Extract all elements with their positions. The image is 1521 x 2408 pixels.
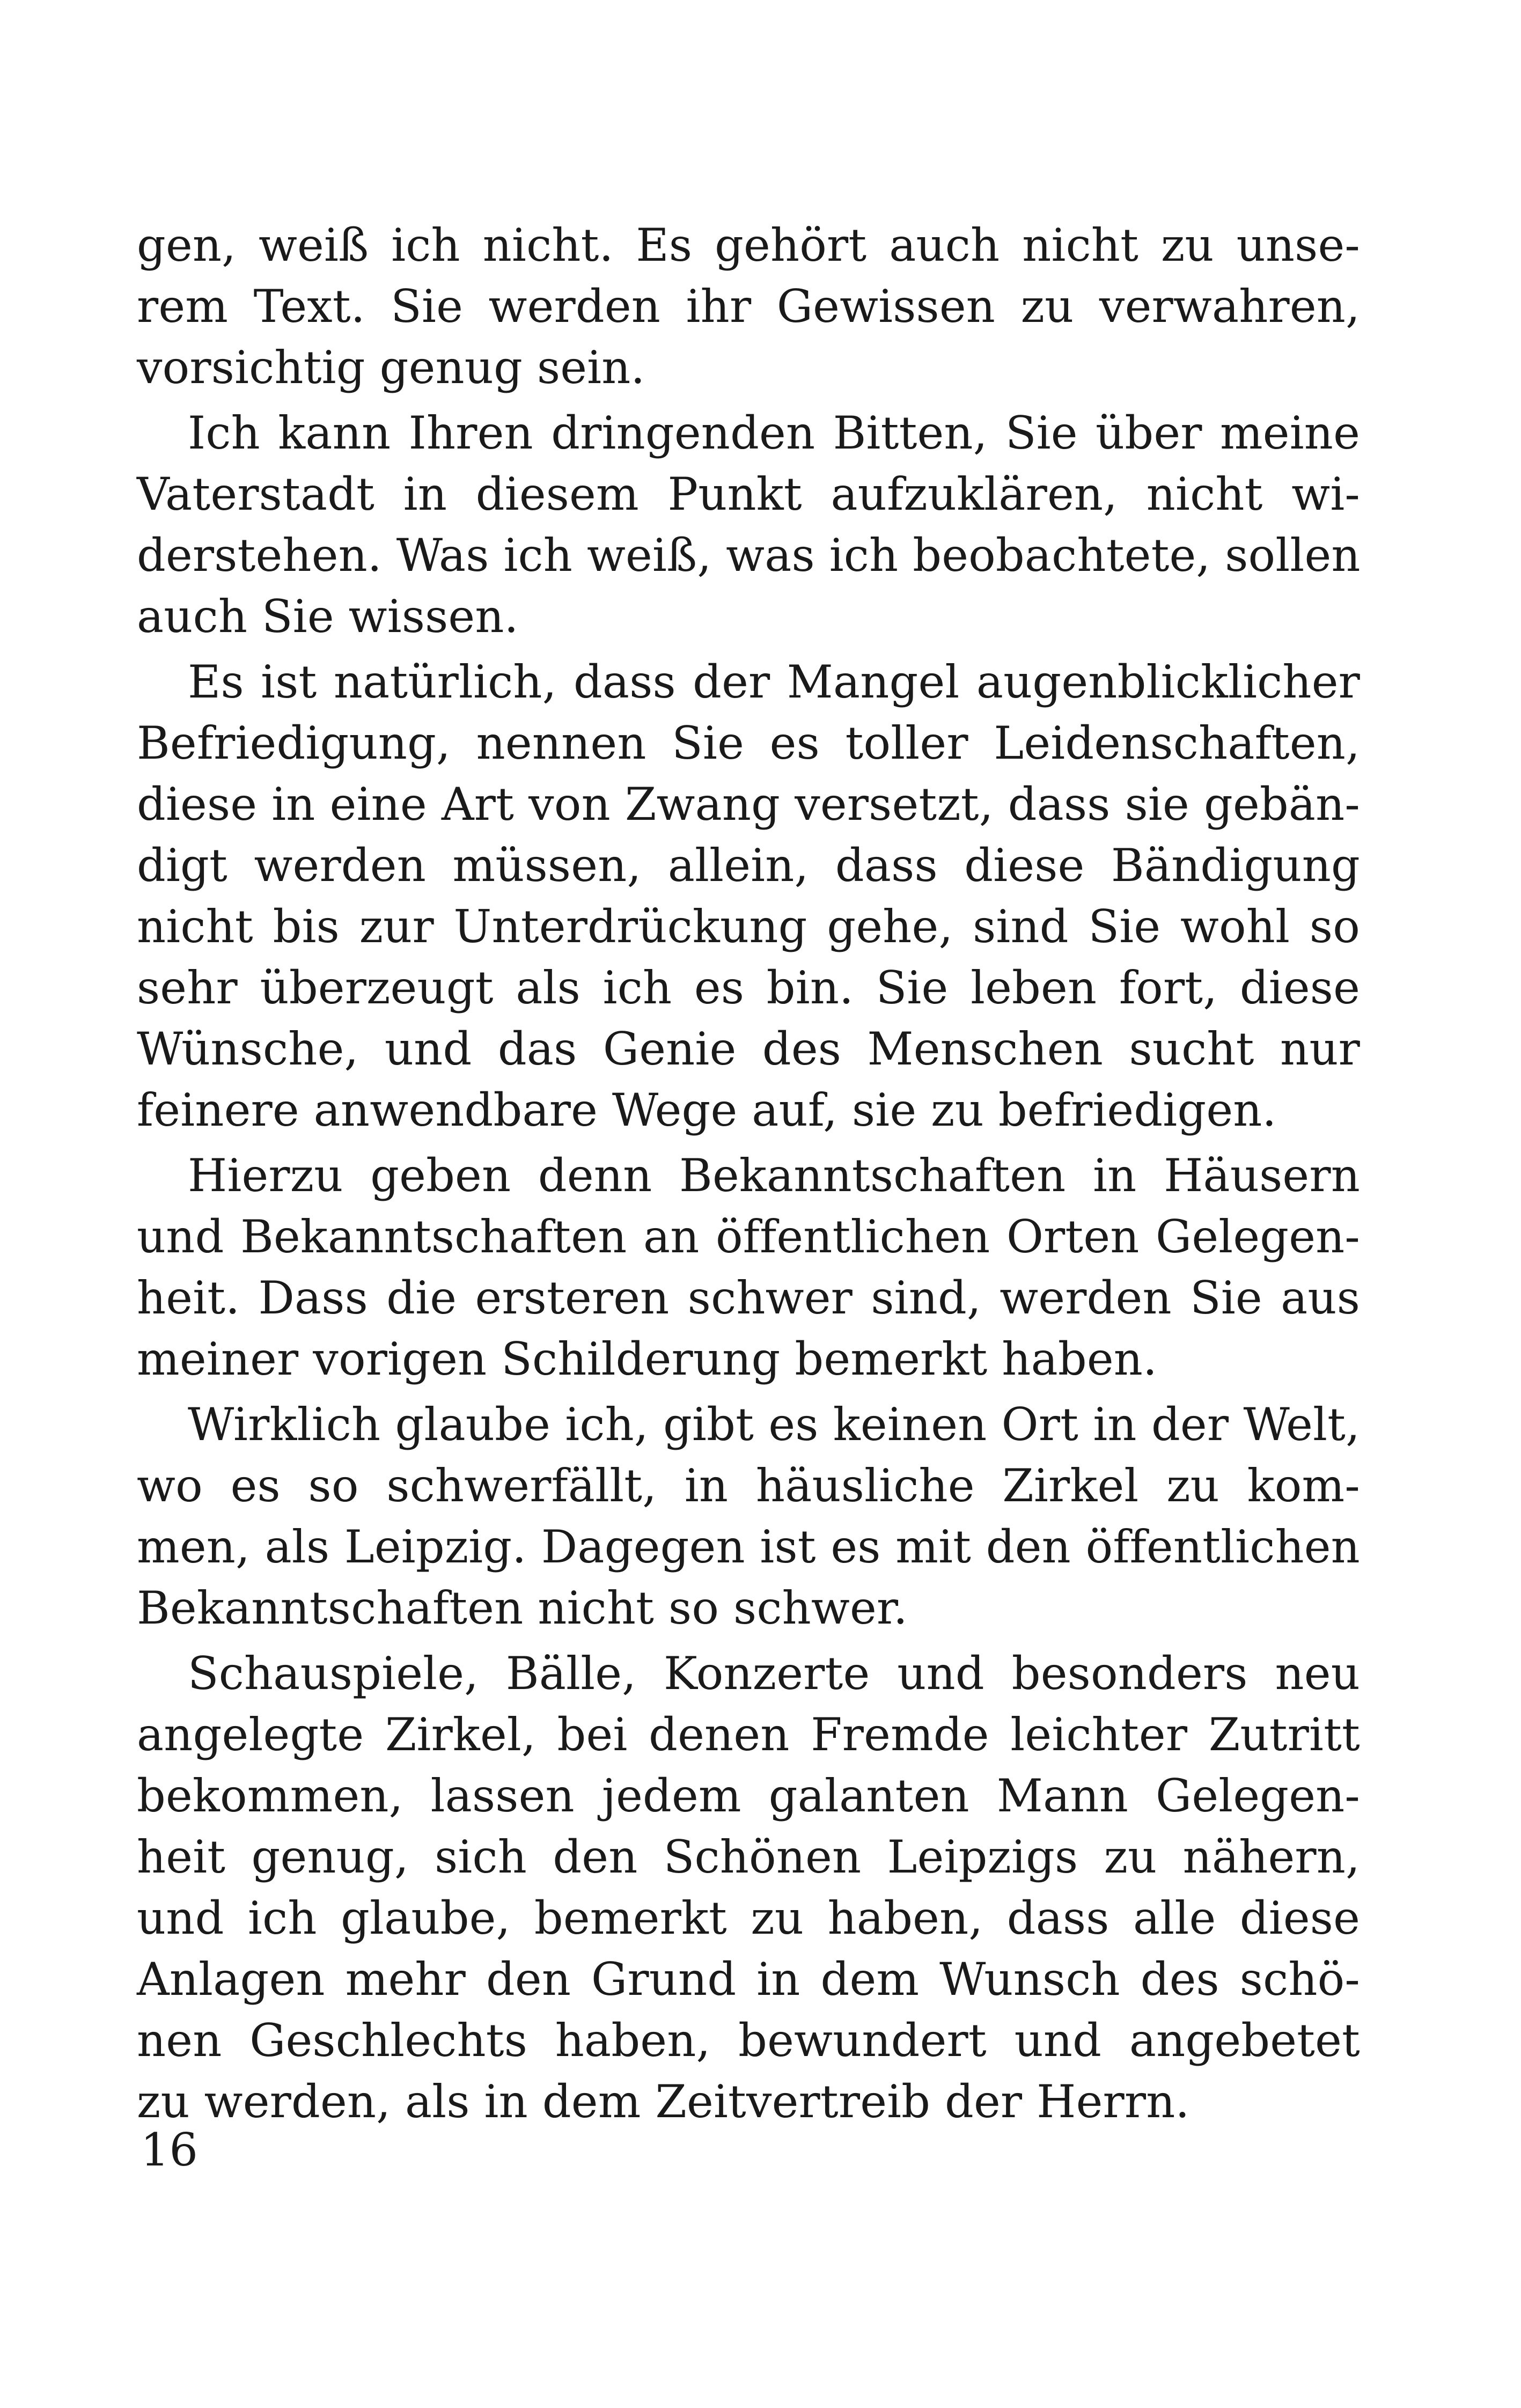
text-line: nen Geschlechts haben, bewundert und angebetet	[137, 2014, 1360, 2067]
text-line: Hierzu geben denn Bekanntschaften in Häusern	[188, 1149, 1360, 1202]
text-line: Befriedigung, nennen Sie es toller Leidenschaften,	[137, 717, 1360, 769]
page-number: 16	[141, 2124, 198, 2176]
text-line: feinere anwendbare Wege auf, sie zu befriedigen.	[137, 1084, 1277, 1136]
text-line: Bekanntschaften nicht so schwer.	[137, 1582, 908, 1634]
text-line: auch Sie wissen.	[137, 590, 519, 643]
text-line: derstehen. Was ich weiß, was ich beobachtete, sollen	[137, 529, 1361, 582]
paragraph-2	[137, 402, 1360, 647]
text-line: Wünsche, und das Genie des Menschen sucht nur	[137, 1023, 1360, 1075]
body-text	[137, 215, 1360, 2137]
paragraph-4	[137, 1145, 1360, 1390]
paragraph-6	[137, 1643, 1360, 2132]
text-line: men, als Leipzig. Dagegen ist es mit den öffentlichen	[137, 1521, 1360, 1573]
text-line: heit. Dass die ersteren schwer sind, werden Sie aus	[137, 1272, 1360, 1324]
text-line: angelegte Zirkel, bei denen Fremde leichter Zutritt	[137, 1708, 1360, 1761]
text-line: nicht bis zur Unterdrückung gehe, sind Sie wohl so	[137, 900, 1360, 953]
text-line: und Bekanntschaften an öffentlichen Orten Gelegen-	[137, 1210, 1360, 1263]
text-line: digt werden müssen, allein, dass diese Bändigung	[137, 839, 1360, 892]
text-line: Es ist natürlich, dass der Mangel augenblicklicher	[188, 656, 1360, 708]
text-line: wo es so schwerfällt, in häusliche Zirkel zu kom-	[137, 1459, 1360, 1512]
text-line: diese in eine Art von Zwang versetzt, dass sie gebän-	[137, 778, 1360, 831]
text-line: und ich glaube, bemerkt zu haben, dass alle diese	[137, 1892, 1360, 1944]
text-line: Anlagen mehr den Grund in dem Wunsch des schö-	[137, 1953, 1360, 2006]
text-line: Schauspiele, Bälle, Konzerte und besonders neu	[188, 1647, 1360, 1700]
text-line: Ich kann Ihren dringenden Bitten, Sie über meine	[188, 407, 1360, 459]
text-line: bekommen, lassen jedem galanten Mann Gelegen-	[137, 1770, 1360, 1822]
paragraph-3	[137, 651, 1360, 1141]
text-line: rem Text. Sie werden ihr Gewissen zu verwahren,	[137, 280, 1360, 333]
paragraph-1	[137, 215, 1360, 398]
text-line: zu werden, als in dem Zeitvertreib der Herrn.	[137, 2075, 1190, 2128]
text-line: sehr überzeugt als ich es bin. Sie leben fort, diese	[137, 961, 1360, 1014]
text-line: meiner vorigen Schilderung bemerkt haben.	[137, 1333, 1157, 1385]
text-line: gen, weiß ich nicht. Es gehört auch nicht zu unse-	[137, 219, 1360, 271]
text-line: Wirklich glaube ich, gibt es keinen Ort in der Welt,	[188, 1398, 1360, 1451]
text-line: vorsichtig genug sein.	[137, 341, 645, 394]
paragraph-5	[137, 1394, 1360, 1639]
text-line: heit genug, sich den Schönen Leipzigs zu nähern,	[137, 1831, 1360, 1883]
text-line: Vaterstadt in diesem Punkt aufzuklären, nicht wi-	[137, 468, 1360, 520]
